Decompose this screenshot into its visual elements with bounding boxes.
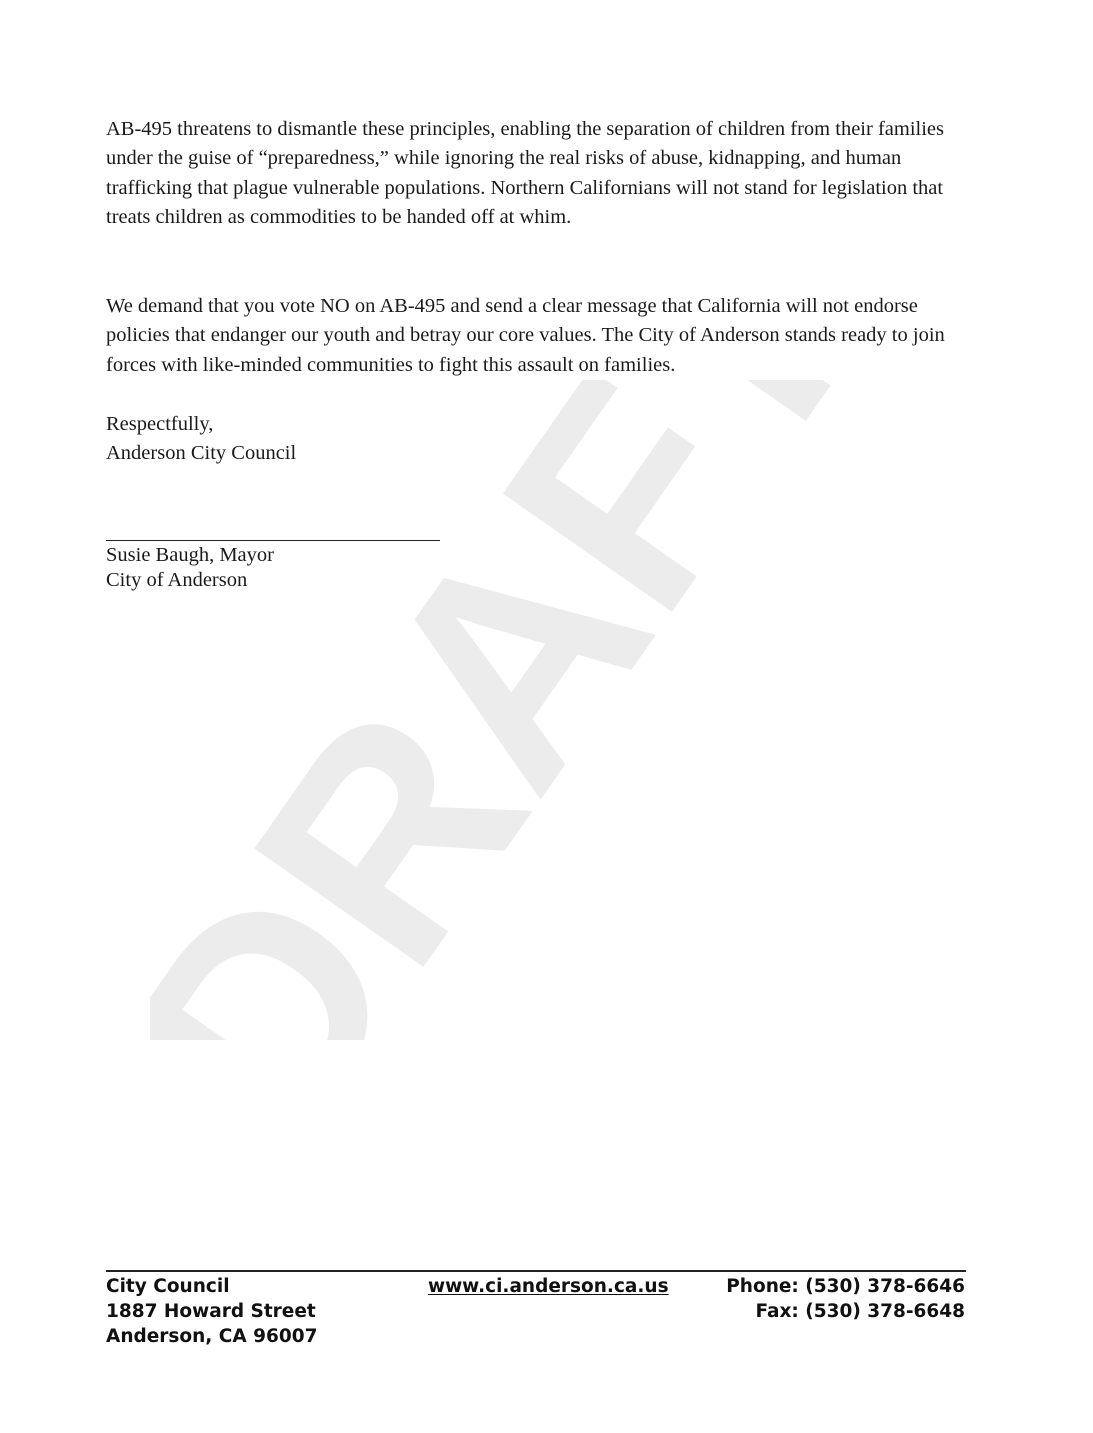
footer-divider bbox=[106, 1270, 966, 1272]
signer-name: Susie Baugh, Mayor bbox=[106, 544, 274, 566]
footer-department: City Council bbox=[106, 1276, 230, 1297]
signatory-group: Anderson City Council bbox=[106, 442, 297, 464]
signature-line bbox=[106, 540, 440, 541]
footer-website bbox=[428, 1274, 669, 1299]
draft-watermark-text: DRAFT bbox=[150, 380, 910, 1040]
footer-contact bbox=[726, 1274, 965, 1324]
footer-city-state-zip: Anderson, CA 96007 bbox=[106, 1326, 318, 1347]
footer-street: 1887 Howard Street bbox=[106, 1301, 316, 1322]
footer-fax: Fax: (530) 378-6648 bbox=[755, 1301, 965, 1322]
website-link[interactable]: www.ci.anderson.ca.us bbox=[428, 1276, 669, 1297]
closing-salutation: Respectfully, bbox=[106, 413, 214, 435]
letter-paragraph-1: AB-495 threatens to dismantle these principles, enabling the separation of children from their families under the guise of “preparedness,” while ignoring the real risks of abuse, kidnapping, and human trafficking that plague vulnerable populations. Northern Californians will not stand for legislation that treats children as commodities to be handed off at whim. bbox=[106, 118, 944, 228]
draft-watermark bbox=[150, 380, 910, 1040]
signer-organization: City of Anderson bbox=[106, 569, 248, 591]
letter-paragraph-2: We demand that you vote NO on AB-495 and send a clear message that California will not endorse policies that endanger our youth and betray our core values. The City of Anderson stands ready to join forces with like-minded communities to fight this assault on families. bbox=[106, 295, 945, 376]
footer-address bbox=[106, 1274, 317, 1349]
footer-phone: Phone: (530) 378-6646 bbox=[726, 1276, 965, 1297]
